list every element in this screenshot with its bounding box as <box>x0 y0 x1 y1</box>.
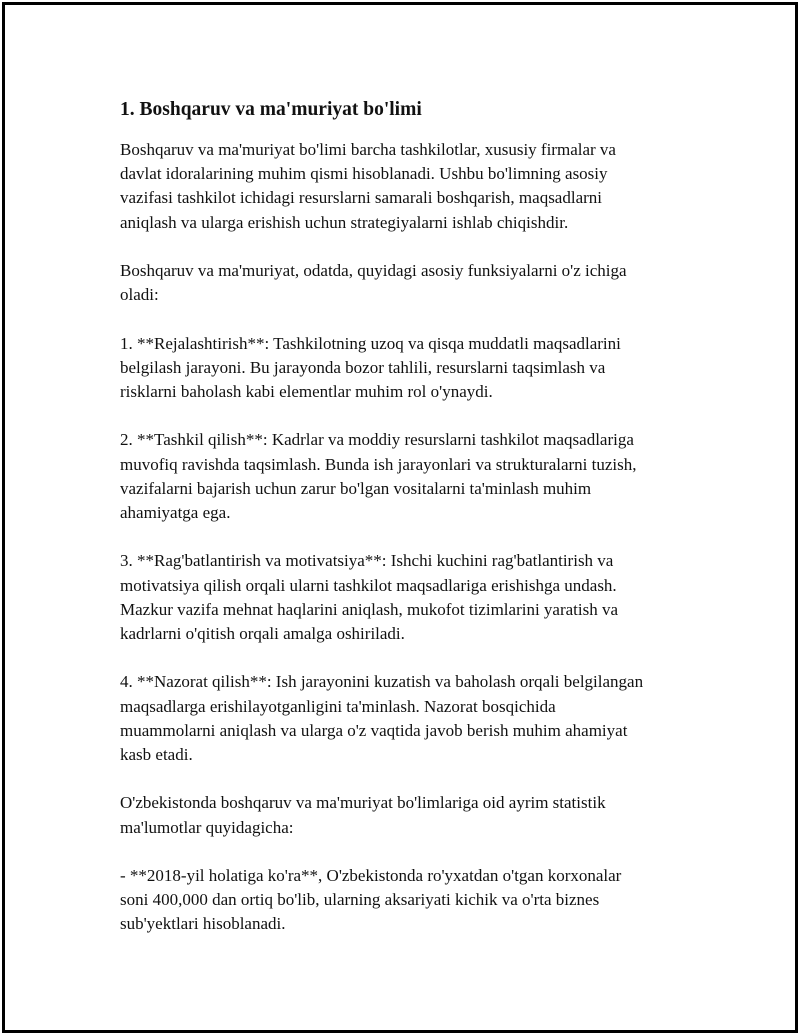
paragraph-statistic-2018 <box>120 864 695 937</box>
paragraph-statistics-intro <box>120 791 695 839</box>
paragraph-intro <box>120 138 695 235</box>
text-line: 4. **Nazorat qilish**: Ish jarayonini kuzatish va baholash orqali belgilangan <box>120 672 644 692</box>
document-body <box>120 98 695 961</box>
paragraph-functions-intro <box>120 259 695 307</box>
text-line: oladi: <box>120 285 159 305</box>
text-line: Boshqaruv va ma'muriyat bo'limi barcha tashkilotlar, xususiy firmalar va <box>120 140 616 159</box>
text-line: muammolarni aniqlash va ularga o'z vaqtida javob berish muhim ahamiyat <box>120 720 628 740</box>
text-line: ma'lumotlar quyidagicha: <box>120 817 294 837</box>
paragraph-item-motivation <box>120 549 695 646</box>
text-line: 1. **Rejalashtirish**: Tashkilotning uzoq va qisqa muddatli maqsadlarini <box>120 333 621 353</box>
text-line: Boshqaruv va ma'muriyat, odatda, quyidagi asosiy funksiyalarni o'z ichiga <box>120 261 627 280</box>
paragraph-item-organizing <box>120 428 695 525</box>
page-frame <box>2 2 798 1033</box>
text-line: muvofiq ravishda taqsimlash. Bunda ish jarayonlari va strukturalarni tuzish, <box>120 454 637 474</box>
paragraph-item-planning <box>120 332 695 405</box>
text-line: kasb etadi. <box>120 745 193 764</box>
text-line: kadrlarni o'qitish orqali amalga oshiriladi. <box>120 624 405 643</box>
text-line: aniqlash va ularga erishish uchun strategiyalarni ishlab chiqishdir. <box>120 212 569 232</box>
text-line: 3. **Rag'batlantirish va motivatsiya**: Ishchi kuchini rag'batlantirish va <box>120 551 614 571</box>
section-heading: 1. Boshqaruv va ma'muriyat bo'limi <box>120 99 422 120</box>
text-line: motivatsiya qilish orqali ularni tashkilot maqsadlariga erishishga undash. <box>120 575 617 595</box>
text-line: vazifalarni bajarish uchun zarur bo'lgan vositalarni ta'minlash muhim <box>120 478 592 498</box>
text-line: Mazkur vazifa mehnat haqlarini aniqlash, mukofot tizimlarini yaratish va <box>120 599 619 619</box>
text-line: davlat idoralarining muhim qismi hisoblanadi. Ushbu bo'limning asosiy <box>120 164 608 184</box>
text-line: belgilash jarayoni. Bu jarayonda bozor tahlili, resurslarni taqsimlash va <box>120 357 606 377</box>
text-line: vazifasi tashkilot ichidagi resurslarni samarali boshqarish, maqsadlarni <box>120 188 603 208</box>
text-line: soni 400,000 dan ortiq bo'lib, ularning aksariyati kichik va o'rta biznes <box>120 890 600 910</box>
text-line: O'zbekistonda boshqaruv va ma'muriyat bo'limlariga oid ayrim statistik <box>120 793 606 813</box>
text-line: - **2018-yil holatiga ko'ra**, O'zbekistonda ro'yxatdan o'tgan korxonalar <box>120 865 622 885</box>
text-line: maqsadlarga erishilayotganligini ta'minlash. Nazorat bosqichida <box>120 696 556 716</box>
text-line: ahamiyatga ega. <box>120 503 231 522</box>
text-line: 2. **Tashkil qilish**: Kadrlar va moddiy resurslarni tashkilot maqsadlariga <box>120 430 634 450</box>
text-line: sub'yektlari hisoblanadi. <box>120 914 286 934</box>
text-line: risklarni baholash kabi elementlar muhim rol o'ynaydi. <box>120 382 493 401</box>
paragraph-item-control <box>120 670 695 767</box>
